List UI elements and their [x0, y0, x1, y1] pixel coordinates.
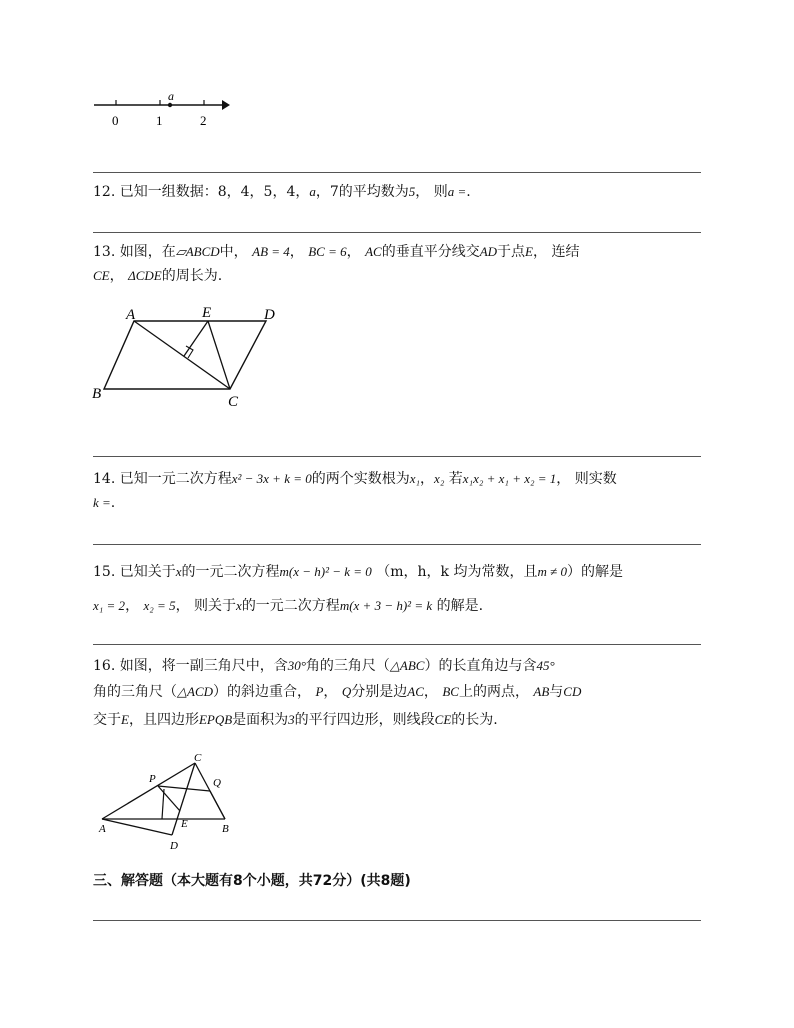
question-12 — [93, 182, 471, 202]
math-expr: △ACD — [177, 684, 213, 699]
vertex-label: E — [202, 305, 212, 321]
vertex-label: A — [126, 307, 136, 323]
vertex-label: B — [222, 823, 229, 835]
math-expr: ▱ABCD — [175, 244, 220, 259]
question-text: 的长为. — [451, 712, 498, 728]
question-13-line-2 — [93, 266, 222, 286]
question-number: 12. — [93, 184, 116, 200]
divider — [93, 544, 701, 545]
math-expr: AB = 4 — [252, 244, 290, 259]
divider — [93, 456, 701, 457]
math-expr: m(x + 3 − h)² = k — [339, 598, 433, 613]
tick-label: 2 — [200, 113, 207, 128]
tick-label: 0 — [112, 113, 119, 128]
question-16-line-2 — [93, 682, 581, 702]
tick-label: 1 — [156, 113, 163, 128]
vertex-label: C — [194, 752, 202, 764]
section-heading: 三、解答题（本大题有8个小题，共72分）(共8题) — [93, 873, 411, 889]
math-value: 5 — [408, 184, 416, 199]
math-expr: 45° — [536, 658, 555, 673]
question-text: ， — [346, 244, 361, 260]
question-text: 的平行四边形，则线段 — [294, 712, 435, 728]
question-text: ）的斜边重合， — [213, 684, 311, 700]
question-text: ， — [323, 684, 338, 700]
question-number: 16. — [93, 658, 116, 674]
math-expr: BC — [442, 684, 459, 699]
question-text: 已知一元二次方程 — [119, 471, 232, 487]
question-text: 的解是. — [436, 598, 484, 614]
question-text: （m，h，k 均为常数，且 — [376, 564, 538, 580]
question-text: . — [466, 184, 471, 200]
math-expr: m(x − h)² − k = 0 — [279, 564, 372, 579]
divider — [93, 232, 701, 233]
parallelogram-figure — [90, 302, 280, 412]
question-text: 中， — [219, 244, 248, 260]
question-text: 角的三角尺（ — [305, 658, 390, 674]
question-text: ， — [423, 684, 438, 700]
question-text: 角的三角尺（ — [93, 684, 177, 700]
question-text: ， — [420, 471, 435, 487]
divider — [93, 920, 701, 921]
question-13-line-1 — [93, 242, 579, 262]
math-var: E — [121, 712, 129, 727]
math-var: x — [236, 598, 242, 613]
math-var: P — [315, 684, 324, 699]
divider — [93, 644, 701, 645]
math-expr: △ABC — [389, 658, 425, 673]
math-expr: AC — [365, 244, 382, 259]
question-text: 如图，在 — [119, 244, 176, 260]
math-expr: BC = 6 — [308, 244, 347, 259]
question-text: ， 则关于 — [175, 598, 237, 614]
math-expr: x₂ = 5 — [143, 598, 176, 613]
math-expr: E — [525, 244, 533, 259]
question-text: 是面积为 — [232, 712, 289, 728]
vertex-label: D — [170, 840, 178, 852]
math-expr: x² − 3x + k = 0 — [231, 471, 312, 486]
question-text: ）的长直角边与含 — [424, 658, 537, 674]
question-15-line-2 — [93, 596, 483, 616]
question-text: 已知一组数据：8，4，5，4， — [119, 184, 310, 200]
question-text: 的两个实数根为 — [311, 471, 410, 487]
math-expr: EPQB — [198, 712, 233, 727]
question-text: 的一元二次方程 — [181, 564, 280, 580]
math-expr: ΔCDE — [128, 268, 162, 283]
question-text: 与 — [549, 684, 564, 700]
math-expr: 30° — [287, 658, 306, 673]
vertex-label: A — [99, 823, 106, 835]
question-text: 分别是边 — [351, 684, 408, 700]
math-expr: CD — [563, 684, 582, 699]
question-text: ， — [109, 268, 124, 284]
question-text: ，7的平均数为 — [315, 184, 409, 200]
question-text: ）的解是 — [567, 564, 624, 580]
question-number: 15. — [93, 564, 116, 580]
question-text: ， 则实数 — [556, 471, 617, 487]
question-text: 于点 — [497, 244, 526, 260]
triangles-figure — [92, 748, 242, 853]
question-16-line-1 — [93, 656, 555, 676]
number-line-point-label: a — [168, 89, 174, 103]
math-expr: CE — [434, 712, 452, 727]
vertex-label: E — [181, 818, 188, 830]
question-text: . — [110, 495, 116, 511]
question-15-line-1 — [93, 562, 623, 582]
math-expr: AC — [407, 684, 424, 699]
question-number: 14. — [93, 471, 116, 487]
question-text: 的一元二次方程 — [241, 598, 340, 614]
question-text: 交于 — [93, 712, 121, 728]
math-var: x — [175, 564, 182, 579]
question-text: ， 连结 — [533, 244, 580, 260]
divider — [93, 172, 701, 173]
answer-blank: a = — [447, 184, 467, 199]
question-text: ， — [289, 244, 304, 260]
math-expr: x₁ = 2 — [93, 598, 126, 613]
question-text: 上的两点， — [458, 684, 529, 700]
question-text: 的周长为. — [161, 268, 223, 284]
math-expr: x₁x₂ + x₁ + x₂ = 1 — [462, 471, 557, 486]
number-line-figure — [90, 88, 240, 133]
question-text: 已知关于 — [119, 564, 176, 580]
math-expr: AD — [479, 244, 498, 259]
question-text: 若 — [448, 471, 463, 487]
vertex-label: B — [92, 386, 102, 402]
question-14-line-2 — [93, 493, 115, 513]
math-expr: m ≠ 0 — [537, 564, 568, 579]
vertex-label: D — [264, 307, 275, 323]
question-text: 如图，将一副三角尺中，含 — [119, 658, 288, 674]
math-value: 3 — [288, 712, 295, 727]
vertex-label: C — [228, 394, 239, 410]
vertex-label: Q — [213, 777, 221, 789]
math-var: a — [309, 184, 316, 199]
question-number: 13. — [93, 244, 116, 260]
vertex-label: P — [149, 773, 156, 785]
math-expr: x₁ — [409, 471, 421, 486]
math-expr: AB — [533, 684, 550, 699]
math-expr: CE — [93, 268, 110, 283]
math-expr: x₂ — [434, 471, 445, 486]
question-text: 的垂直平分线交 — [381, 244, 480, 260]
question-text: ， — [125, 598, 140, 614]
answer-blank: k = — [93, 495, 111, 510]
question-14-line-1 — [93, 469, 617, 489]
question-text: ， 则 — [415, 184, 448, 200]
question-text: ，且四边形 — [128, 712, 199, 728]
question-16-line-3 — [93, 710, 498, 730]
math-var: Q — [341, 684, 352, 699]
